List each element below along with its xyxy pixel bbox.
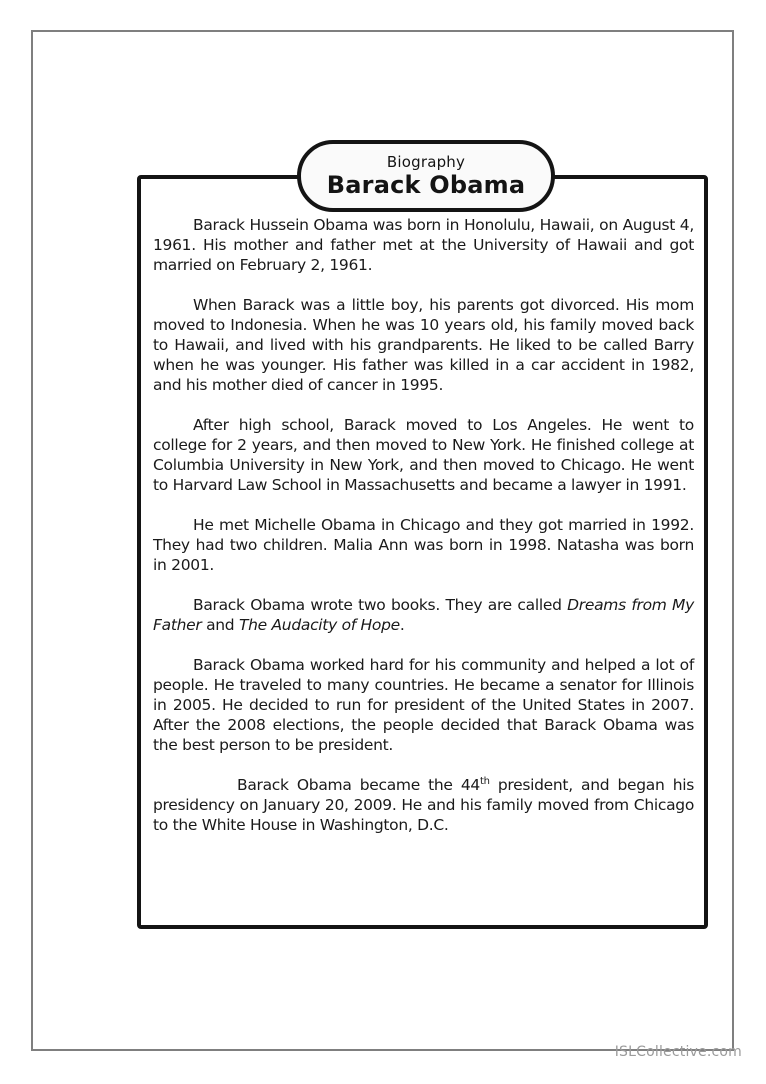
biography-content-box [137,175,708,929]
title-pill [297,140,555,212]
text-segment: and [201,616,239,634]
paragraph [153,215,694,275]
worksheet-page [31,30,734,1051]
biography-text [153,215,694,835]
paragraph [153,415,694,495]
text-segment: Barack Obama worked hard for his community and helped a lot of people. He traveled to many countries. He became a senator for Illinois in 2005. He decided to run for president of the United States in 2007. After the 2008 elections, the people decided that Barack Obama was the best person to be president. [153,656,694,754]
text-segment: Barack Obama became the 44 [237,776,480,794]
paragraph [153,775,694,835]
text-segment: He met Michelle Obama in Chicago and they got married in 1992. They had two children. Malia Ann was born in 1998. Natasha was born in 2001. [153,516,694,574]
book-title: Dreams from My Father [153,596,694,634]
text-segment: . [399,616,405,634]
text-segment: Barack Hussein Obama was born in Honolulu, Hawaii, on August 4, 1961. His mother and father met at the University of Hawaii and got married on February 2, 1961. [153,216,694,274]
text-segment: th [479,775,490,787]
paragraph [153,515,694,575]
text-segment: president, and began his presidency on January 20, 2009. He and his family moved from Chicago to the White House in Washington, D.C. [153,776,695,834]
document-kicker: Biography [386,153,466,171]
text-segment: Barack Obama wrote two books. They are called [193,596,568,614]
page-title: Barack Obama [326,171,526,199]
paragraph [153,595,694,635]
text-segment: When Barack was a little boy, his parents got divorced. His mom moved to Indonesia. When he was 10 years old, his family moved back to Hawaii, and lived with his grandparents. He liked to be called Barry when he was younger. His father was killed in a car accident in 1982, and his mother died of cancer in 1995. [153,296,694,394]
watermark: ISLCollective.com [614,1044,742,1060]
text-segment: After high school, Barack moved to Los Angeles. He went to college for 2 years, and then moved to New York. He finished college at Columbia University in New York, and then moved to Chicago. He went to Harvard Law School in Massachusetts and became a lawyer in 1991. [153,416,694,494]
paragraph [153,295,694,395]
paragraph [153,655,694,755]
book-title: The Audacity of Hope [238,616,400,634]
